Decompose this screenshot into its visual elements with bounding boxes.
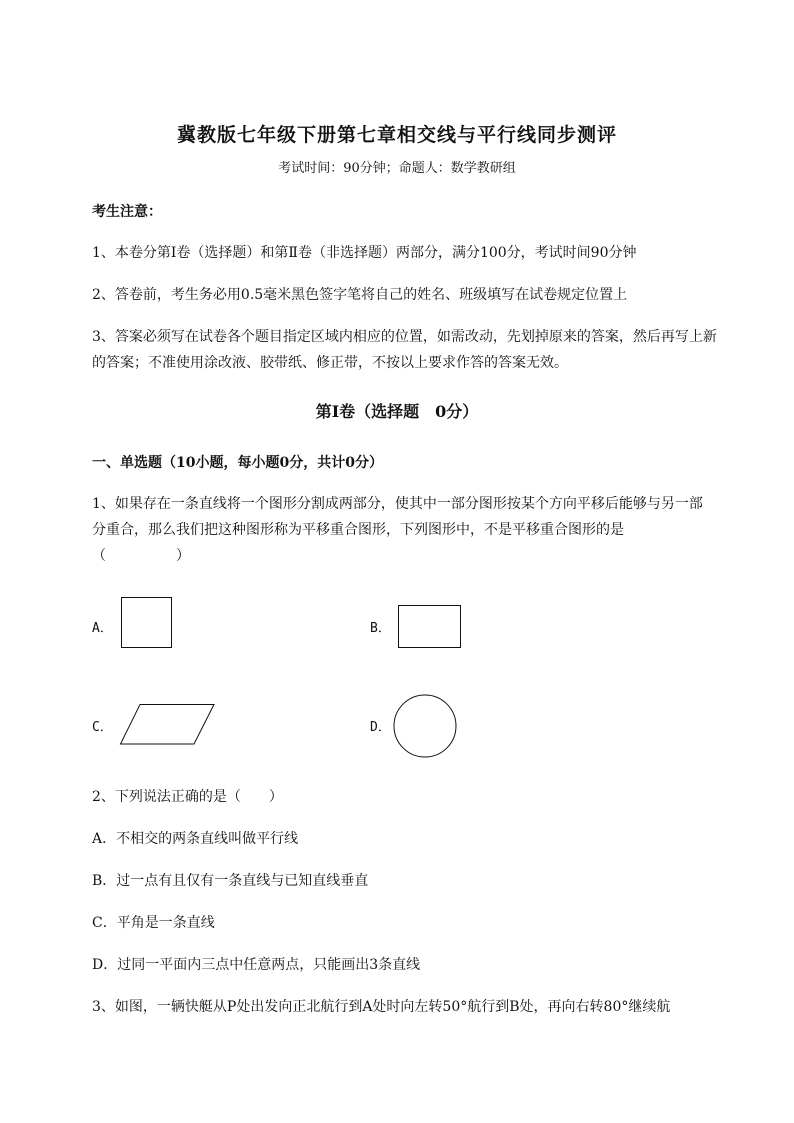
q1-stem-line-2: 分重合，那么我们把这种图形称为平移重合图形，下列图形中，不是平移重合图形的是 [92, 522, 624, 538]
notice-item-3-cont: 的答案；不准使用涂改液、胶带纸、修正带，不按以上要求作答的答案无效。 [92, 355, 568, 371]
q3-stem: 3、如图，一辆快艇从P处出发向正北航行到A处时向左转50°航行到B处，再向右转80°继续航 [92, 999, 671, 1015]
page-title: 冀教版七年级下册第七章相交线与平行线同步测评 [176, 124, 617, 146]
q2-option-d: D．过同一平面内三点中任意两点，只能画出3条直线 [92, 957, 421, 973]
q1-answer-blank: （ ） [92, 548, 190, 564]
notice-heading: 考生注意： [92, 204, 162, 220]
q1-stem-line-1: 1、如果存在一条直线将一个图形分割成两部分，使其中一部分图形按某个方向平移后能够与另一部 [92, 496, 703, 512]
circle-icon [393, 694, 457, 758]
q1-option-c-label: C． [92, 720, 113, 735]
q1-option-b-label: B． [370, 621, 391, 636]
q2-option-a: A．不相交的两条直线叫做平行线 [92, 831, 299, 847]
part-heading: 一、单选题（10小题，每小题0分，共计0分） [92, 455, 383, 471]
rectangle-icon [398, 605, 461, 648]
exam-info: 考试时间：90分钟；命题人：数学教研组 [278, 161, 516, 176]
q1-option-a-label: A． [92, 621, 113, 636]
notice-item-3: 3、答案必须写在试卷各个题目指定区域内相应的位置，如需改动，先划掉原来的答案，然后再写上新 [92, 329, 717, 345]
square-icon [121, 597, 172, 648]
q1-option-d-label: D． [370, 720, 391, 735]
parallelogram-icon [120, 704, 215, 745]
q2-stem: 2、下列说法正确的是（ ） [92, 789, 283, 805]
q2-option-b: B．过一点有且仅有一条直线与已知直线垂直 [92, 873, 369, 889]
section-title: 第Ⅰ卷（选择题 0分） [315, 402, 479, 421]
q2-option-c: C．平角是一条直线 [92, 915, 215, 931]
notice-item-2: 2、答卷前，考生务必用0.5毫米黑色签字笔将自己的姓名、班级填写在试卷规定位置上 [92, 287, 628, 303]
notice-item-1: 1、本卷分第Ⅰ卷（选择题）和第Ⅱ卷（非选择题）两部分，满分100分，考试时间90分钟 [92, 245, 637, 261]
